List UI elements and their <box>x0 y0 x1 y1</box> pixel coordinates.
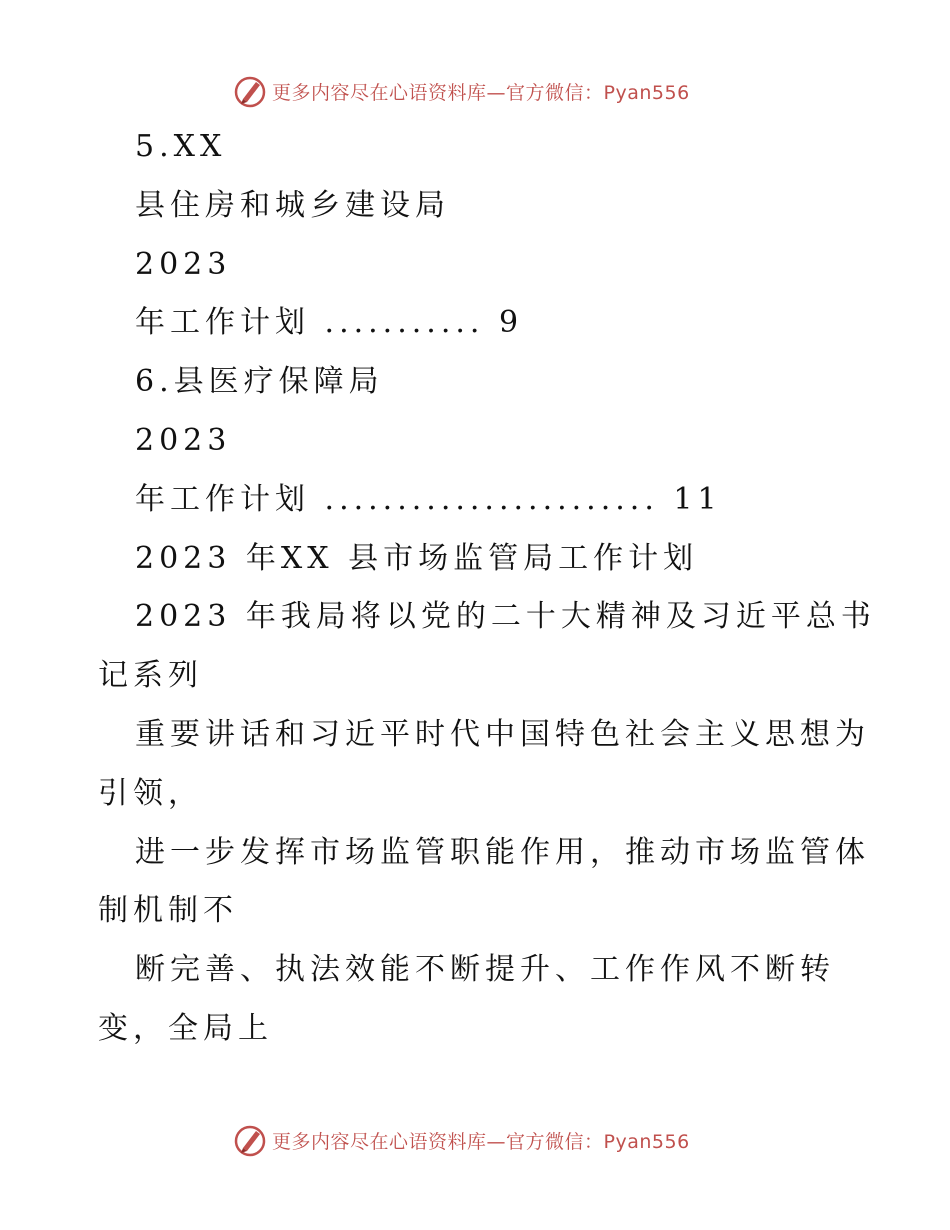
text-line: 进一步发挥市场监管职能作用，推动市场监管体 <box>135 834 870 870</box>
text-line: 重要讲话和习近平时代中国特色社会主义思想为 <box>135 716 870 752</box>
footer-watermark <box>232 1120 690 1160</box>
text-line: 5.XX <box>135 129 227 164</box>
header-watermark <box>232 71 690 111</box>
text-line: 制机制不 <box>98 893 238 929</box>
text-line: 引领， <box>98 775 203 811</box>
pen-logo-icon <box>232 1122 268 1158</box>
text-line: 变，全局上 <box>98 1010 273 1046</box>
text-line: 2023 年我局将以党的二十大精神及习近平总书 <box>135 599 876 635</box>
text-line: 年工作计划 ....................... 11 <box>135 481 722 517</box>
text-line: 2023 <box>135 422 232 458</box>
watermark-text: 更多内容尽在心语资料库—官方微信：Pyan556 <box>272 1130 690 1153</box>
document-body <box>98 118 876 1059</box>
text-line: 记系列 <box>98 658 203 694</box>
pen-logo-icon <box>232 73 268 109</box>
text-line: 2023 <box>135 246 232 282</box>
text-line: 6.县医疗保障局 <box>135 364 384 400</box>
watermark-text: 更多内容尽在心语资料库—官方微信：Pyan556 <box>272 81 690 104</box>
text-line: 县住房和城乡建设局 <box>135 187 450 223</box>
text-line: 年工作计划 ........... 9 <box>135 305 524 341</box>
text-line: 2023 年XX 县市场监管局工作计划 <box>135 540 699 576</box>
text-line: 断完善、执法效能不断提升、工作作风不断转 <box>135 952 835 988</box>
